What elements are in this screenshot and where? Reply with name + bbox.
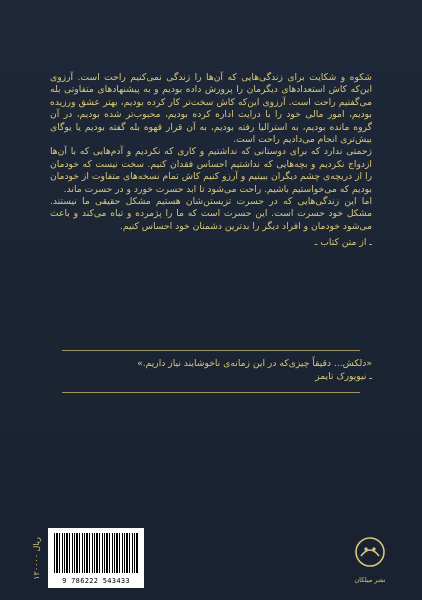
quote-source: ـ نیویورک تایمز [315, 371, 372, 382]
publisher-logo-icon [350, 536, 390, 570]
divider-top [62, 350, 360, 351]
isbn-number: 9 786222 543433 [62, 577, 130, 585]
quote-text: «دلکش... دقیقاً چیزی‌که در این زمانه‌ی ناخوشایند نیاز داریم.» [137, 358, 372, 369]
blurb-text [50, 72, 372, 250]
blurb-paragraph-1: شکوه و شکایت برای زندگی‌هایی که آن‌ها را زندگی نمی‌کنیم راحت است. آرزوی این‌که کاش استعدادهای دیگرمان را پرورش داده بودیم و به پیشنهادهای متفاوتی بله می‌گفتیم راحت است. آرزوی این‌که کاش سخت‌تر کار کرده بودیم، بهتر عشق ورزیده بودیم، امور مالی خود را با درایت اداره کرده بودیم، محبوب‌تر شده بودیم، در آن گروه مانده بودیم، به استرالیا رفته بودیم، به آن قرار قهوه بله گفته بودیم یا یوگای بیش‌تری انجام می‌دادیم راحت است. [50, 72, 372, 146]
price-text: ۱۲۰۰۰۰ ریال [31, 536, 41, 580]
divider-bottom [62, 392, 360, 393]
blurb-paragraph-2: زحمتی ندارد که برای دوستانی که نداشتیم و کاری که نکردیم و آدم‌هایی که با آن‌ها ازدواج نکردیم و بچه‌هایی که نداشتیم احساس فقدان کنیم. سخت نیست که خودمان را از دریچه‌ی چشم دیگران ببینیم و آرزو کنیم کاش تمام نسخه‌های متفاوت از خودمان بودیم که می‌خواستیم باشیم. راحت می‌شود تا ابد حسرت خورد و در حسرت ماند. [50, 146, 372, 195]
blurb-paragraph-3: اما این زندگی‌هایی که در حسرت تزیستن‌شان هستیم مشکل حقیقی ما نیستند. مشکل خود حسرت است. این حسرت است که ما را پژمرده و تباه می‌کند و باعث می‌شود خودمان و افراد دیگر را بدترین دشمنان خود احساس کنیم. [50, 196, 372, 232]
publisher-logo [350, 536, 390, 584]
barcode-icon [54, 533, 138, 573]
source-note: ـ از متن کتاب ـ [314, 237, 372, 249]
publisher-name: نشر میلکان [354, 576, 386, 584]
isbn-barcode [48, 528, 144, 588]
review-quote [50, 357, 372, 383]
price-label [26, 530, 46, 586]
